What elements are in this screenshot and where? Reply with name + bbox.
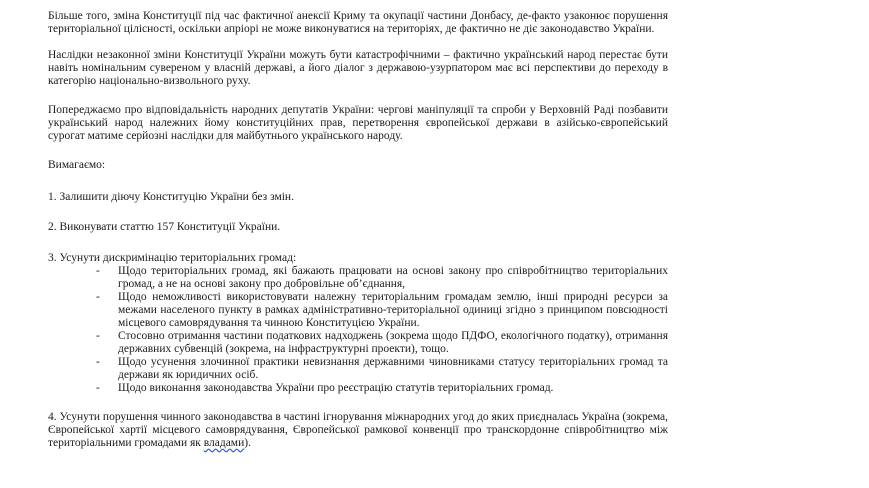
demand-item-2: 2. Виконувати статтю 157 Конституції України.	[48, 221, 281, 233]
list-item	[96, 330, 668, 356]
demand-item-4	[48, 411, 668, 450]
bullet-dash: -	[96, 330, 100, 342]
bullet-dash: -	[96, 382, 100, 394]
bullet-dash: -	[96, 291, 100, 303]
spellcheck-flagged-word: владами	[203, 437, 245, 449]
demand-4-text: 4. Усунути порушення чинного законодавства в частині ігнорування міжнародних угод до яких приєдналась Україна (зокрема, Європейської хартії місцевого самоврядування, Європейської рамкової конвенції про транскордонне співробітництво між територіальними громадами як	[48, 411, 668, 449]
list-item-text: Щодо виконання законодавства України про реєстрацію статутів територіальних громад.	[118, 382, 554, 394]
list-item	[96, 291, 668, 330]
demand-4-tail: ).	[244, 437, 251, 449]
list-item	[96, 356, 668, 382]
list-item-text: Стосовно отримання частини податкових надходжень (зокрема щодо ПДФО, екологічного податку), отримання державних субвенцій (зокрема, на інфраструктурні проекти), тощо.	[118, 330, 668, 355]
paragraph-consequences: Наслідки незаконної зміни Конституції України можуть бути катастрофічними – фактично український народ перестає бути навіть номінальним сувереном у власній державі, а його діалог з державою-узурпатором має всі перспективи до переходу в категорію національно-визвольного руху.	[48, 49, 668, 87]
bullet-dash: -	[96, 265, 100, 277]
paragraph-warning: Попереджаємо про відповідальність народних депутатів України: чергові маніпуляції та спроби у Верховній Раді позбавити український народ належних йому конституційних прав, перетворення європейської держави в азійсько-європейський сурогат матиме серйозні наслідки для майбутнього українського народу.	[48, 104, 668, 142]
paragraph-crimea: Більше того, зміна Конституції під час фактичної анексії Криму та окупації частини Донбасу, де-факто узаконює порушення територіальної цілісності, оскільки апріорі не може виконуватися на територіях, де фактично не діє законодавство України.	[48, 10, 668, 35]
demand-heading: Вимагаємо:	[48, 159, 106, 171]
list-item-text: Щодо територіальних громад, які бажають працювати на основі закону про співробітництво територіальних громад, а не на основі закону про добровільне об’єднання,	[118, 265, 668, 290]
bullet-dash: -	[96, 356, 100, 368]
list-item-text: Щодо неможливості використовувати належну територіальним громадам землю, інші природні ресурси за межами населеного пункту в рамках адміністративно-територіальної одиниці згідно з принципом повсюдності місцевого самоврядування та чинною Конституцією України.	[118, 291, 668, 329]
demand-item-1: 1. Залишити діючу Конституцію України без змін.	[48, 191, 294, 203]
demand-item-3-heading: 3. Усунути дискримінацію територіальних громад:	[48, 252, 297, 264]
demand-3-list	[96, 265, 668, 395]
list-item	[96, 265, 668, 291]
list-item-text: Щодо усунення злочинної практики невизнання державними чиновниками статусу територіальних громад та держави як юридичних осіб.	[118, 356, 668, 381]
list-item	[96, 382, 668, 395]
